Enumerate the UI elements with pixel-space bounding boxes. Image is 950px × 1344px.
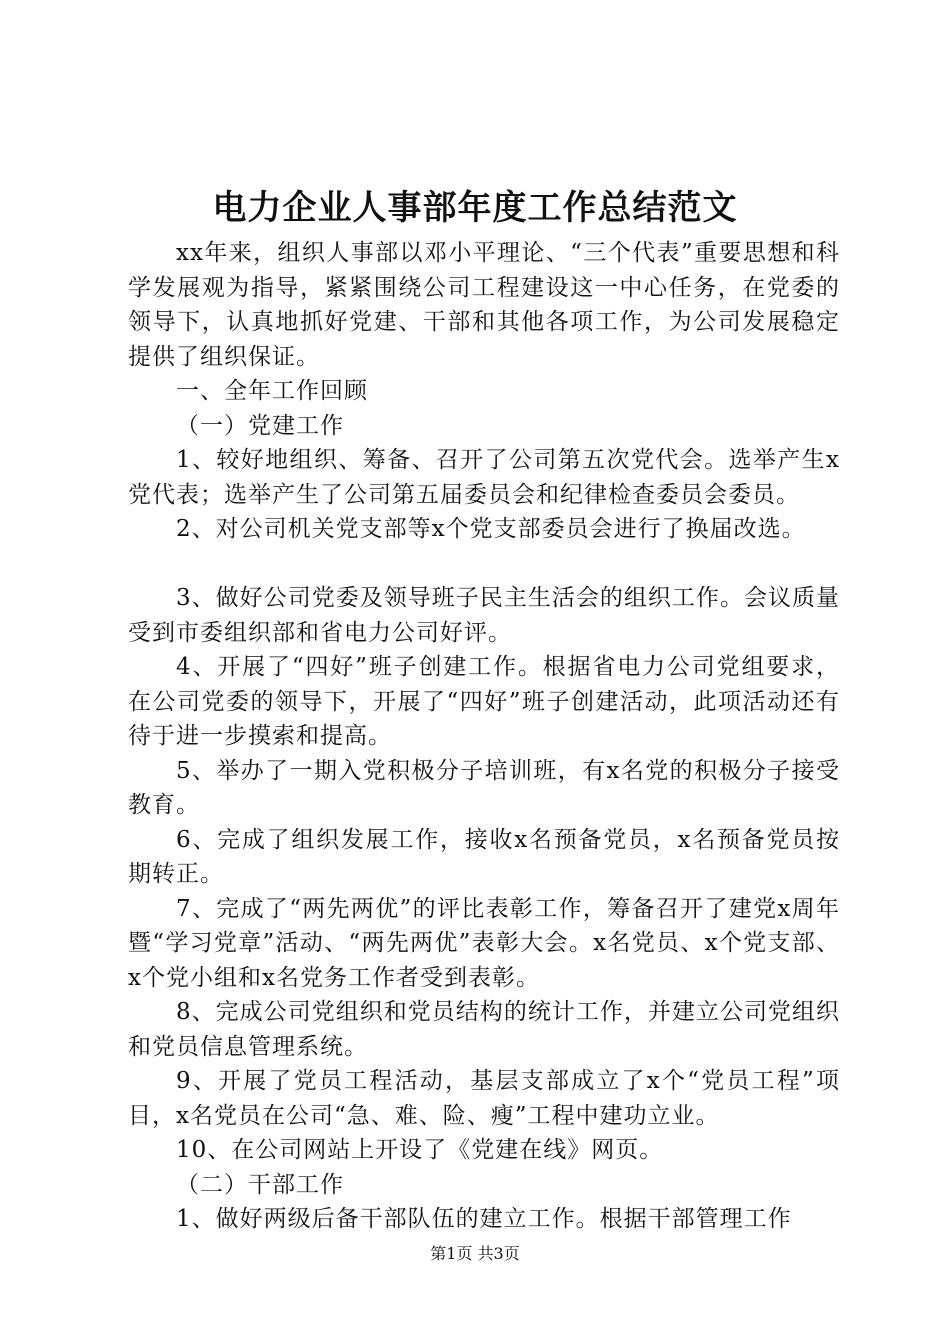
section-heading-review: 一、全年工作回顾 <box>176 378 368 404</box>
paragraph-intro: xx年来，组织人事部以邓小平理论、“三个代表”重要思想和科学发展观为指导，紧紧围绕公司工程建设这一中心任务，在党委的领导下，认真地抓好党建、干部和其他各项工作，为公司发展稳定提供了组织保证。 <box>128 240 840 370</box>
list-item: 5、举办了一期入党积极分子培训班，有x名党的积极分子接受教育。 <box>128 757 840 818</box>
list-item: 9、开展了党员工程活动，基层支部成立了x个“党员工程”项目，x名党员在公司“急、难、险、瘦”工程中建功立业。 <box>128 1068 840 1129</box>
list-item: 3、做好公司党委及领导班子民主生活会的组织工作。会议质量受到市委组织部和省电力公司好评。 <box>128 585 840 646</box>
page-footer: 第1页 共3页 <box>430 1244 520 1263</box>
document-body <box>128 236 840 1237</box>
list-item: 1、较好地组织、筹备、召开了公司第五次党代会。选举产生x党代表；选举产生了公司第五届委员会和纪律检查委员会委员。 <box>128 447 840 508</box>
subsection-heading-party: （一）党建工作 <box>176 412 344 439</box>
subsection-heading-cadre: （二）干部工作 <box>176 1171 344 1198</box>
list-item: 7、完成了“两先两优”的评比表彰工作，筹备召开了建党x周年暨“学习党章”活动、“两先两优”表彰大会。x名党员、x个党支部、x个党小组和x名党务工作者受到表彰。 <box>128 895 840 991</box>
list-item: 4、开展了“四好”班子创建工作。根据省电力公司党组要求，在公司党委的领导下，开展了“四好”班子创建活动，此项活动还有待于进一步摸索和提高。 <box>128 654 840 749</box>
list-item: 1、做好两级后备干部队伍的建立工作。根据干部管理工作 <box>176 1206 792 1232</box>
paragraph-gap <box>128 547 840 582</box>
list-item: 10、在公司网站上开设了《党建在线》网页。 <box>176 1137 664 1163</box>
list-item: 2、对公司机关党支部等x个党支部委员会进行了换届改选。 <box>176 516 806 542</box>
document-title: 电力企业人事部年度工作总结范文 <box>212 188 738 228</box>
list-item: 6、完成了组织发展工作，接收x名预备党员，x名预备党员按期转正。 <box>128 826 840 887</box>
list-item: 8、完成公司党组织和党员结构的统计工作，并建立公司党组织和党员信息管理系统。 <box>128 999 840 1060</box>
